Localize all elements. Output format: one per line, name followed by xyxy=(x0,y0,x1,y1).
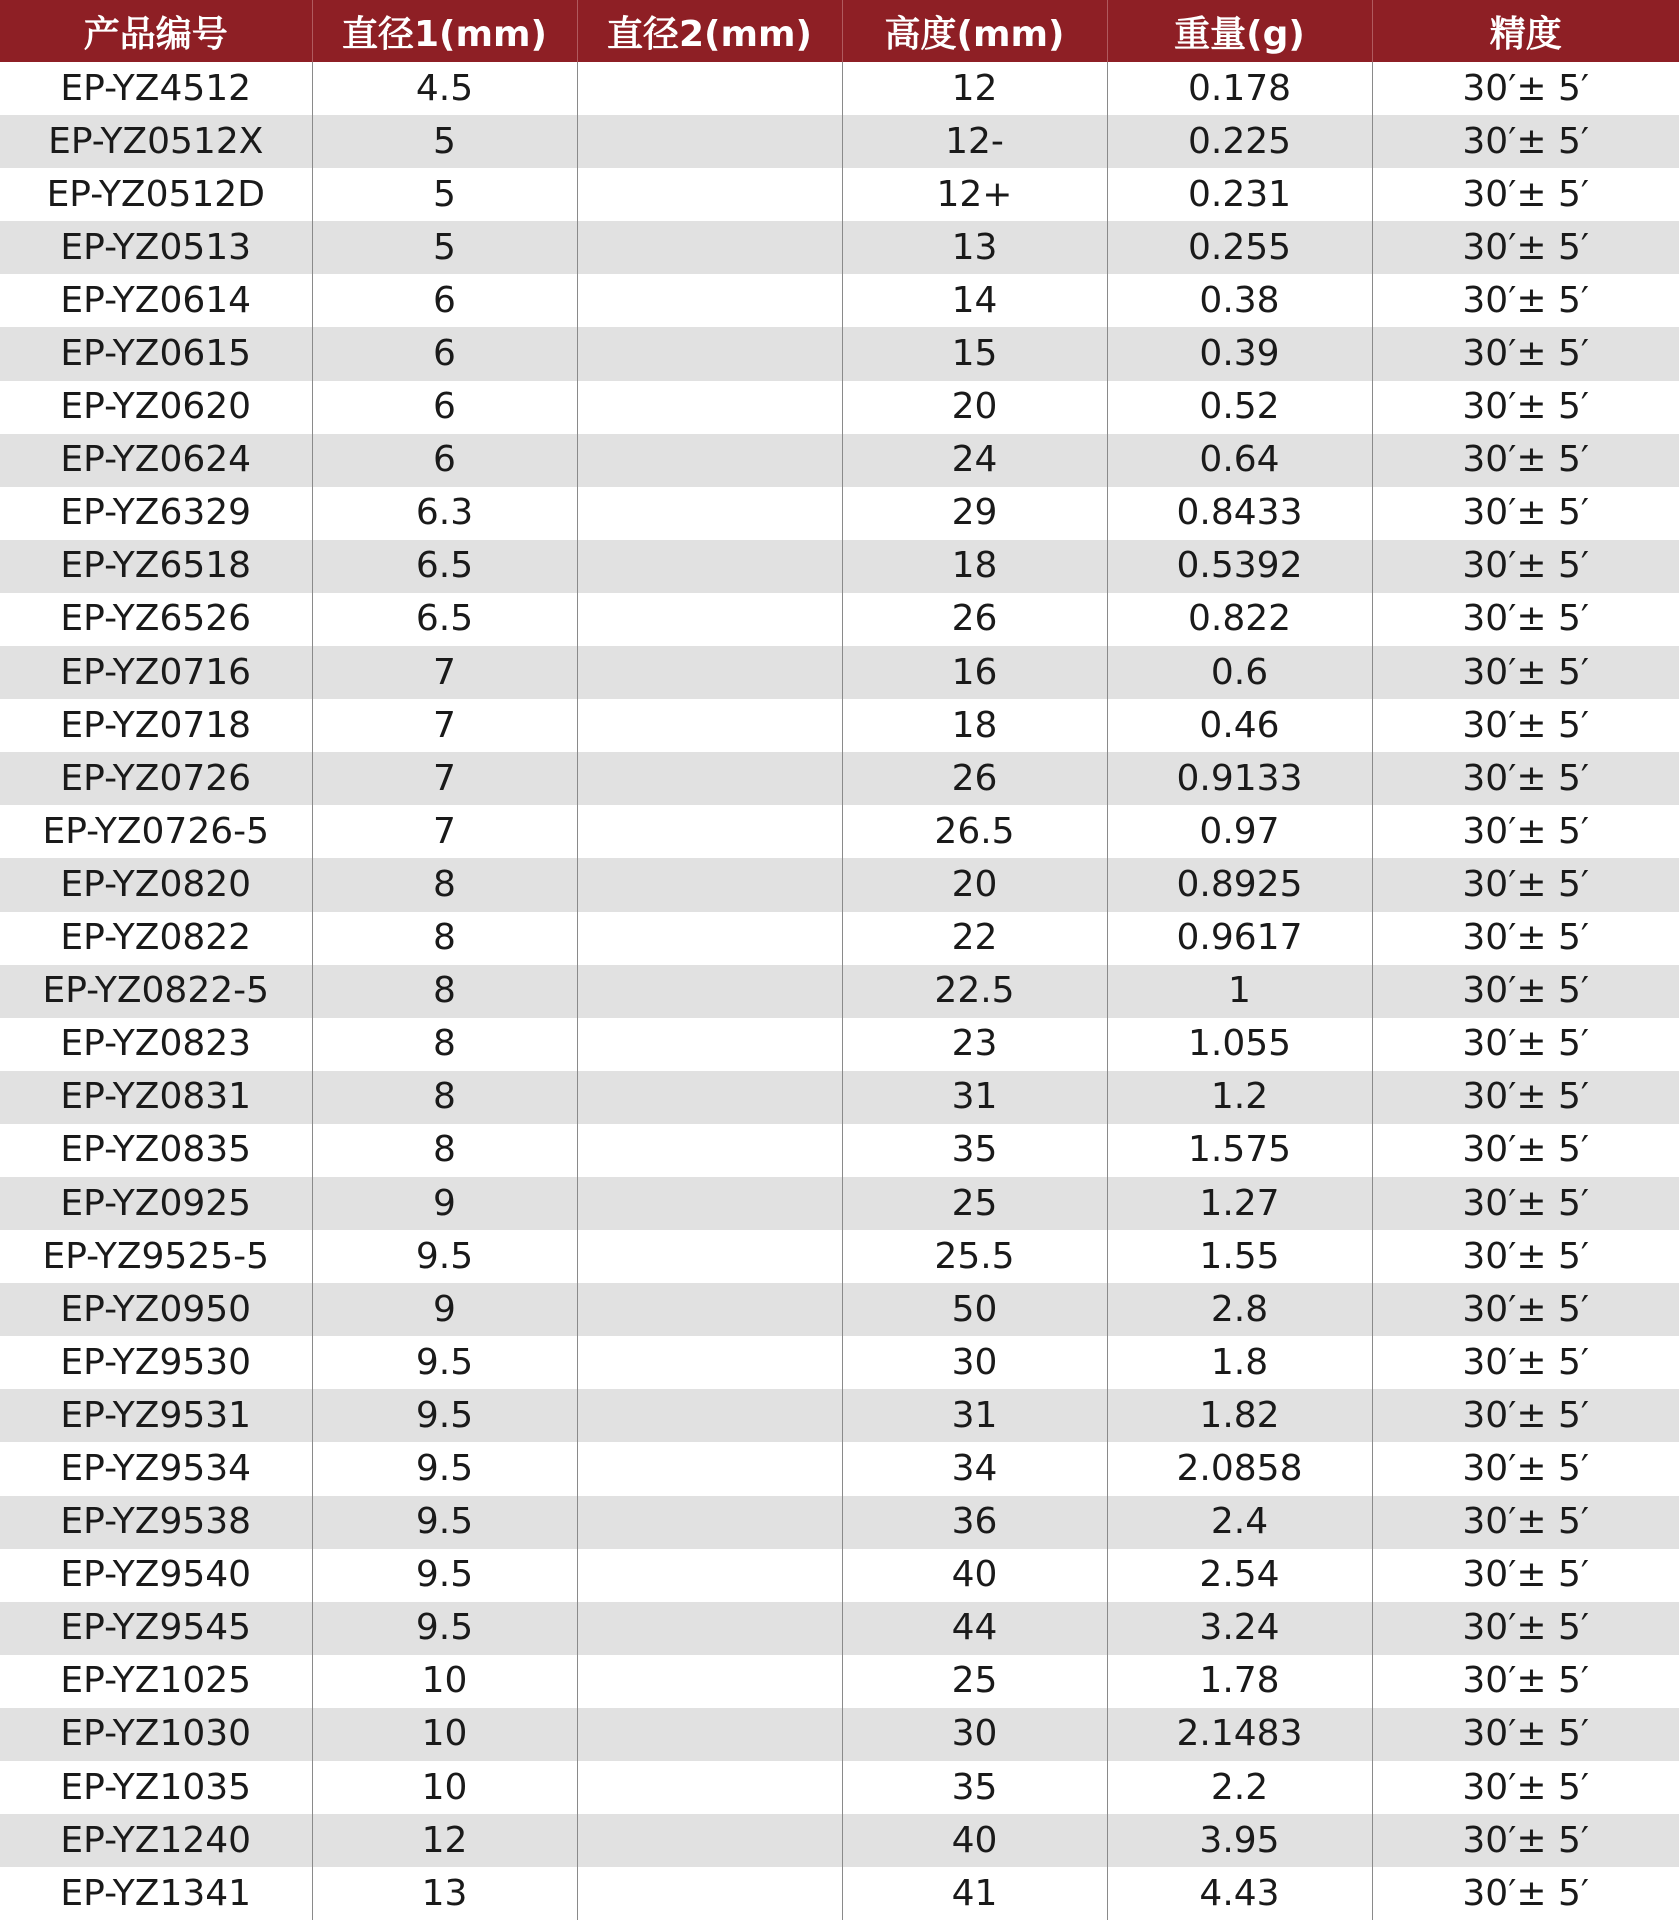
cell-precision: 30′± 5′ xyxy=(1462,1501,1590,1543)
cell-product-code: EP-YZ1035 xyxy=(0,1761,312,1814)
cell-diameter-2 xyxy=(577,221,842,274)
cell-precision: 30′± 5′ xyxy=(1462,1394,1590,1436)
cell-height: 35 xyxy=(842,1761,1107,1814)
cell-diameter-1: 8 xyxy=(312,965,577,1018)
cell-height: 40 xyxy=(842,1814,1107,1867)
cell-precision: 30′± 5′ xyxy=(1462,1129,1590,1171)
cell-precision: 30′± 5′ xyxy=(1462,863,1590,905)
cell-height: 30 xyxy=(842,1708,1107,1761)
cell-diameter-2 xyxy=(577,62,842,115)
table-body xyxy=(0,62,1679,1920)
cell-product-code: EP-YZ0718 xyxy=(0,699,312,752)
cell-diameter-1: 5 xyxy=(312,115,577,168)
table-row xyxy=(0,752,1679,805)
cell-weight: 1.055 xyxy=(1107,1018,1372,1071)
table-row xyxy=(0,327,1679,380)
cell-weight: 1.575 xyxy=(1107,1124,1372,1177)
cell-product-code: EP-YZ0716 xyxy=(0,646,312,699)
cell-weight: 1.55 xyxy=(1107,1230,1372,1283)
cell-diameter-2 xyxy=(577,381,842,434)
cell-diameter-1: 9.5 xyxy=(312,1389,577,1442)
cell-precision: 30′± 5′ xyxy=(1462,386,1590,428)
table-row xyxy=(0,1283,1679,1336)
cell-height: 14 xyxy=(842,274,1107,327)
cell-height: 44 xyxy=(842,1602,1107,1655)
cell-product-code: EP-YZ0835 xyxy=(0,1124,312,1177)
cell-precision: 30′± 5′ xyxy=(1462,1235,1590,1277)
cell-weight: 2.1483 xyxy=(1107,1708,1372,1761)
cell-diameter-1: 6 xyxy=(312,274,577,327)
cell-diameter-1: 9.5 xyxy=(312,1442,577,1495)
table-row xyxy=(0,1549,1679,1602)
cell-precision: 30′± 5′ xyxy=(1462,1341,1590,1383)
table-row xyxy=(0,646,1679,699)
cell-diameter-2 xyxy=(577,1124,842,1177)
cell-height: 26 xyxy=(842,593,1107,646)
cell-weight: 2.8 xyxy=(1107,1283,1372,1336)
cell-weight: 3.95 xyxy=(1107,1814,1372,1867)
cell-diameter-1: 9.5 xyxy=(312,1549,577,1602)
table-row xyxy=(0,1177,1679,1230)
table-row xyxy=(0,699,1679,752)
cell-diameter-2 xyxy=(577,1336,842,1389)
cell-product-code: EP-YZ4512 xyxy=(0,62,312,115)
cell-product-code: EP-YZ9534 xyxy=(0,1442,312,1495)
cell-product-code: EP-YZ0726 xyxy=(0,752,312,805)
cell-diameter-1: 6.5 xyxy=(312,540,577,593)
cell-diameter-1: 5 xyxy=(312,221,577,274)
cell-weight: 1 xyxy=(1107,965,1372,1018)
cell-diameter-1: 8 xyxy=(312,1124,577,1177)
table-row xyxy=(0,62,1679,115)
cell-product-code: EP-YZ0512X xyxy=(0,115,312,168)
cell-weight: 4.43 xyxy=(1107,1867,1372,1920)
cell-diameter-2 xyxy=(577,858,842,911)
cell-diameter-1: 9.5 xyxy=(312,1336,577,1389)
cell-diameter-2 xyxy=(577,965,842,1018)
cell-height: 20 xyxy=(842,858,1107,911)
cell-weight: 2.54 xyxy=(1107,1549,1372,1602)
cell-weight: 0.6 xyxy=(1107,646,1372,699)
cell-product-code: EP-YZ0614 xyxy=(0,274,312,327)
cell-product-code: EP-YZ0822-5 xyxy=(0,965,312,1018)
cell-precision: 30′± 5′ xyxy=(1462,651,1590,693)
cell-diameter-2 xyxy=(577,540,842,593)
cell-precision: 30′± 5′ xyxy=(1462,1076,1590,1118)
cell-diameter-1: 8 xyxy=(312,1018,577,1071)
cell-precision: 30′± 5′ xyxy=(1462,810,1590,852)
cell-product-code: EP-YZ9531 xyxy=(0,1389,312,1442)
cell-height: 12- xyxy=(842,115,1107,168)
cell-height: 50 xyxy=(842,1283,1107,1336)
cell-diameter-1: 8 xyxy=(312,1071,577,1124)
cell-precision: 30′± 5′ xyxy=(1462,67,1590,109)
cell-precision: 30′± 5′ xyxy=(1462,1554,1590,1596)
cell-product-code: EP-YZ6518 xyxy=(0,540,312,593)
cell-product-code: EP-YZ1240 xyxy=(0,1814,312,1867)
cell-weight: 0.46 xyxy=(1107,699,1372,752)
cell-diameter-2 xyxy=(577,1071,842,1124)
table-row xyxy=(0,540,1679,593)
cell-weight: 2.4 xyxy=(1107,1496,1372,1549)
header-diameter-1: 直径1(mm) xyxy=(312,0,577,62)
cell-diameter-1: 6 xyxy=(312,434,577,487)
cell-height: 12 xyxy=(842,62,1107,115)
table-row xyxy=(0,1124,1679,1177)
cell-precision: 30′± 5′ xyxy=(1462,333,1590,375)
cell-weight: 2.0858 xyxy=(1107,1442,1372,1495)
cell-precision: 30′± 5′ xyxy=(1462,1819,1590,1861)
header-precision: 精度 xyxy=(1489,13,1562,55)
cell-product-code: EP-YZ0513 xyxy=(0,221,312,274)
cell-height: 36 xyxy=(842,1496,1107,1549)
table-row xyxy=(0,168,1679,221)
cell-height: 18 xyxy=(842,699,1107,752)
cell-height: 13 xyxy=(842,221,1107,274)
cell-diameter-2 xyxy=(577,1867,842,1920)
cell-precision: 30′± 5′ xyxy=(1462,1023,1590,1065)
cell-weight: 2.2 xyxy=(1107,1761,1372,1814)
cell-height: 18 xyxy=(842,540,1107,593)
cell-weight: 0.822 xyxy=(1107,593,1372,646)
cell-precision: 30′± 5′ xyxy=(1462,1713,1590,1755)
header-diameter-2: 直径2(mm) xyxy=(577,0,842,62)
cell-height: 15 xyxy=(842,327,1107,380)
cell-weight: 0.5392 xyxy=(1107,540,1372,593)
cell-product-code: EP-YZ0823 xyxy=(0,1018,312,1071)
cell-height: 26 xyxy=(842,752,1107,805)
cell-diameter-1: 13 xyxy=(312,1867,577,1920)
table-row xyxy=(0,1761,1679,1814)
table-row xyxy=(0,1230,1679,1283)
cell-product-code: EP-YZ9530 xyxy=(0,1336,312,1389)
cell-precision: 30′± 5′ xyxy=(1462,1766,1590,1808)
cell-diameter-1: 10 xyxy=(312,1655,577,1708)
table-row xyxy=(0,965,1679,1018)
cell-product-code: EP-YZ0950 xyxy=(0,1283,312,1336)
cell-weight: 0.231 xyxy=(1107,168,1372,221)
cell-precision: 30′± 5′ xyxy=(1462,173,1590,215)
cell-height: 29 xyxy=(842,487,1107,540)
cell-diameter-2 xyxy=(577,115,842,168)
cell-weight: 0.64 xyxy=(1107,434,1372,487)
cell-diameter-1: 7 xyxy=(312,805,577,858)
table-row xyxy=(0,1442,1679,1495)
cell-product-code: EP-YZ6329 xyxy=(0,487,312,540)
cell-product-code: EP-YZ0512D xyxy=(0,168,312,221)
cell-diameter-1: 10 xyxy=(312,1708,577,1761)
cell-product-code: EP-YZ0925 xyxy=(0,1177,312,1230)
table-row xyxy=(0,858,1679,911)
cell-precision: 30′± 5′ xyxy=(1462,757,1590,799)
cell-diameter-2 xyxy=(577,805,842,858)
cell-diameter-1: 6 xyxy=(312,327,577,380)
cell-diameter-1: 9 xyxy=(312,1283,577,1336)
cell-diameter-2 xyxy=(577,593,842,646)
cell-product-code: EP-YZ1025 xyxy=(0,1655,312,1708)
cell-product-code: EP-YZ9540 xyxy=(0,1549,312,1602)
cell-height: 22.5 xyxy=(842,965,1107,1018)
cell-diameter-1: 6 xyxy=(312,381,577,434)
cell-height: 23 xyxy=(842,1018,1107,1071)
cell-diameter-2 xyxy=(577,274,842,327)
table-row xyxy=(0,912,1679,965)
cell-height: 41 xyxy=(842,1867,1107,1920)
cell-precision: 30′± 5′ xyxy=(1462,1288,1590,1330)
cell-precision: 30′± 5′ xyxy=(1462,439,1590,481)
cell-diameter-2 xyxy=(577,434,842,487)
cell-diameter-1: 5 xyxy=(312,168,577,221)
cell-diameter-2 xyxy=(577,1389,842,1442)
cell-diameter-2 xyxy=(577,1655,842,1708)
cell-diameter-2 xyxy=(577,912,842,965)
cell-height: 25 xyxy=(842,1177,1107,1230)
table-row xyxy=(0,1071,1679,1124)
cell-weight: 1.78 xyxy=(1107,1655,1372,1708)
cell-diameter-1: 10 xyxy=(312,1761,577,1814)
cell-product-code: EP-YZ0820 xyxy=(0,858,312,911)
cell-diameter-2 xyxy=(577,1283,842,1336)
cell-diameter-2 xyxy=(577,487,842,540)
cell-diameter-2 xyxy=(577,1814,842,1867)
cell-precision: 30′± 5′ xyxy=(1462,1607,1590,1649)
cell-height: 34 xyxy=(842,1442,1107,1495)
cell-weight: 0.8433 xyxy=(1107,487,1372,540)
header-weight: 重量(g) xyxy=(1107,0,1372,62)
cell-diameter-2 xyxy=(577,1230,842,1283)
table-row xyxy=(0,1655,1679,1708)
cell-weight: 0.178 xyxy=(1107,62,1372,115)
cell-product-code: EP-YZ0822 xyxy=(0,912,312,965)
cell-diameter-2 xyxy=(577,1177,842,1230)
cell-precision: 30′± 5′ xyxy=(1462,120,1590,162)
cell-height: 25.5 xyxy=(842,1230,1107,1283)
cell-diameter-1: 9.5 xyxy=(312,1602,577,1655)
cell-weight: 1.2 xyxy=(1107,1071,1372,1124)
cell-height: 30 xyxy=(842,1336,1107,1389)
table-row xyxy=(0,1496,1679,1549)
cell-height: 16 xyxy=(842,646,1107,699)
cell-product-code: EP-YZ6526 xyxy=(0,593,312,646)
cell-height: 40 xyxy=(842,1549,1107,1602)
cell-height: 20 xyxy=(842,381,1107,434)
cell-weight: 0.39 xyxy=(1107,327,1372,380)
cell-product-code: EP-YZ9545 xyxy=(0,1602,312,1655)
cell-height: 12+ xyxy=(842,168,1107,221)
cell-weight: 3.24 xyxy=(1107,1602,1372,1655)
cell-height: 35 xyxy=(842,1124,1107,1177)
cell-precision: 30′± 5′ xyxy=(1462,917,1590,959)
cell-precision: 30′± 5′ xyxy=(1462,1182,1590,1224)
cell-height: 24 xyxy=(842,434,1107,487)
cell-precision: 30′± 5′ xyxy=(1462,704,1590,746)
cell-diameter-2 xyxy=(577,1496,842,1549)
cell-diameter-2 xyxy=(577,168,842,221)
table-row xyxy=(0,434,1679,487)
cell-diameter-1: 8 xyxy=(312,858,577,911)
cell-height: 26.5 xyxy=(842,805,1107,858)
table-row xyxy=(0,115,1679,168)
cell-diameter-1: 12 xyxy=(312,1814,577,1867)
cell-weight: 0.8925 xyxy=(1107,858,1372,911)
header-height: 高度(mm) xyxy=(842,0,1107,62)
table-header xyxy=(0,0,1679,62)
cell-precision: 30′± 5′ xyxy=(1462,545,1590,587)
cell-precision: 30′± 5′ xyxy=(1462,598,1590,640)
cell-precision: 30′± 5′ xyxy=(1462,1660,1590,1702)
cell-product-code: EP-YZ9538 xyxy=(0,1496,312,1549)
header-row xyxy=(0,0,1679,62)
cell-diameter-2 xyxy=(577,1442,842,1495)
cell-diameter-2 xyxy=(577,752,842,805)
cell-diameter-1: 7 xyxy=(312,699,577,752)
cell-diameter-2 xyxy=(577,1018,842,1071)
cell-height: 22 xyxy=(842,912,1107,965)
cell-diameter-1: 9.5 xyxy=(312,1496,577,1549)
table-row xyxy=(0,805,1679,858)
cell-weight: 1.82 xyxy=(1107,1389,1372,1442)
cell-diameter-1: 6.3 xyxy=(312,487,577,540)
table-row xyxy=(0,1708,1679,1761)
table-row xyxy=(0,593,1679,646)
cell-diameter-2 xyxy=(577,1549,842,1602)
table-row xyxy=(0,381,1679,434)
cell-diameter-1: 8 xyxy=(312,912,577,965)
cell-diameter-2 xyxy=(577,1761,842,1814)
table-row xyxy=(0,1018,1679,1071)
cell-product-code: EP-YZ0726-5 xyxy=(0,805,312,858)
cell-weight: 0.97 xyxy=(1107,805,1372,858)
cell-diameter-1: 9.5 xyxy=(312,1230,577,1283)
cell-diameter-1: 7 xyxy=(312,752,577,805)
cell-precision: 30′± 5′ xyxy=(1462,1447,1590,1489)
table-row xyxy=(0,487,1679,540)
cell-height: 31 xyxy=(842,1071,1107,1124)
cell-weight: 0.52 xyxy=(1107,381,1372,434)
cell-diameter-2 xyxy=(577,327,842,380)
cell-product-code: EP-YZ1030 xyxy=(0,1708,312,1761)
cell-product-code: EP-YZ0624 xyxy=(0,434,312,487)
table-row xyxy=(0,221,1679,274)
cell-height: 25 xyxy=(842,1655,1107,1708)
cell-product-code: EP-YZ0831 xyxy=(0,1071,312,1124)
table-row xyxy=(0,1602,1679,1655)
cell-diameter-2 xyxy=(577,699,842,752)
cell-weight: 0.225 xyxy=(1107,115,1372,168)
cell-precision: 30′± 5′ xyxy=(1462,226,1590,268)
table-row xyxy=(0,1336,1679,1389)
cell-product-code: EP-YZ9525-5 xyxy=(0,1230,312,1283)
cell-weight: 0.9133 xyxy=(1107,752,1372,805)
cell-product-code: EP-YZ0620 xyxy=(0,381,312,434)
table-row xyxy=(0,1389,1679,1442)
cell-height: 31 xyxy=(842,1389,1107,1442)
cell-weight: 1.8 xyxy=(1107,1336,1372,1389)
cell-precision: 30′± 5′ xyxy=(1462,970,1590,1012)
table-row xyxy=(0,274,1679,327)
cell-diameter-1: 6.5 xyxy=(312,593,577,646)
cell-weight: 1.27 xyxy=(1107,1177,1372,1230)
cell-product-code: EP-YZ1341 xyxy=(0,1867,312,1920)
cell-precision: 30′± 5′ xyxy=(1462,279,1590,321)
cell-diameter-1: 9 xyxy=(312,1177,577,1230)
cell-diameter-1: 4.5 xyxy=(312,62,577,115)
table-row xyxy=(0,1814,1679,1867)
cell-weight: 0.38 xyxy=(1107,274,1372,327)
cell-weight: 0.9617 xyxy=(1107,912,1372,965)
cell-precision: 30′± 5′ xyxy=(1462,492,1590,534)
cell-weight: 0.255 xyxy=(1107,221,1372,274)
table-row xyxy=(0,1867,1679,1920)
cell-diameter-1: 7 xyxy=(312,646,577,699)
cell-diameter-2 xyxy=(577,1602,842,1655)
cell-diameter-2 xyxy=(577,1708,842,1761)
header-product-code: 产品编号 xyxy=(0,0,312,62)
cell-precision: 30′± 5′ xyxy=(1462,1872,1590,1914)
cell-product-code: EP-YZ0615 xyxy=(0,327,312,380)
cell-diameter-2 xyxy=(577,646,842,699)
